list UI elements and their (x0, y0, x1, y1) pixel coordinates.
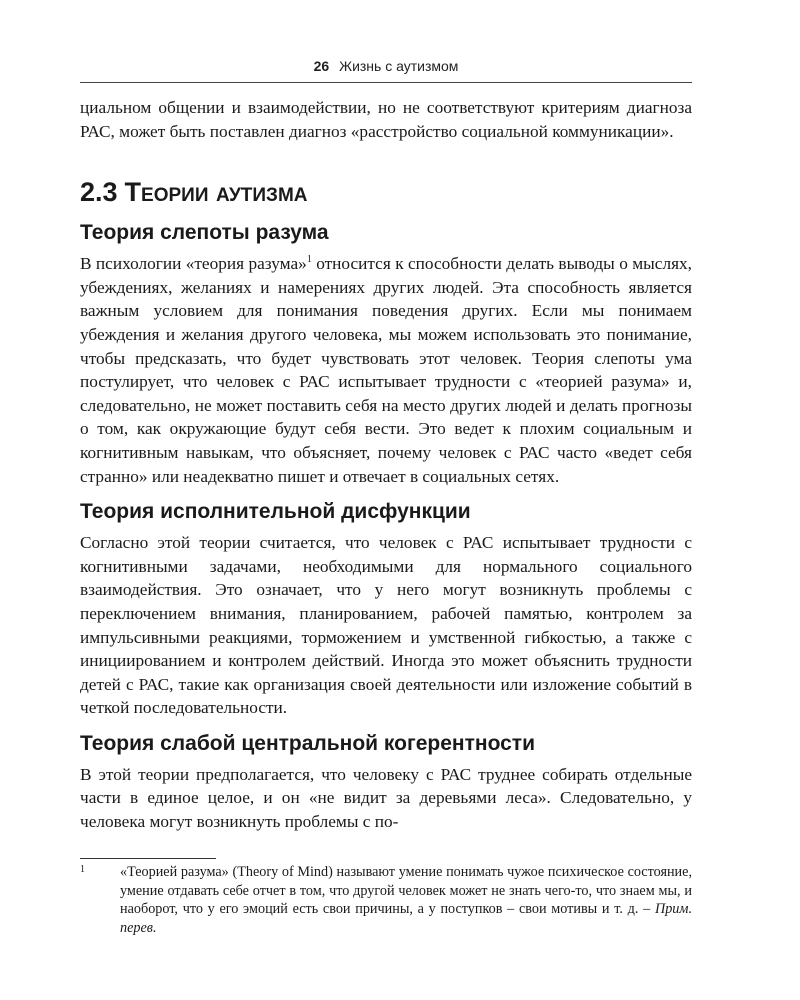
paragraph-central-coherence: В этой теории предполагается, что человеку с РАС труднее собирать отдельные части в единое целое, и он «не видит за деревьями леса». Следовательно, у человека могут возникнуть проблемы с по- (80, 764, 692, 832)
intro-paragraph: циальном общении и взаимодействии, но не соответствуют критериям диагноза РАС, может быть поставлен диагноз «расстройство социальной коммуникации». (80, 98, 692, 141)
footnote-reference[interactable]: 1 (306, 254, 312, 266)
page-body (80, 96, 692, 834)
paragraph-text-after-ref: относится к способности делать выводы о мыслях, убеждениях, желаниях и намерениях других людей. Эта способность является важным условием для понимания поведения других. Если мы понимаем убеждения и желания другого человека, мы можем использовать это понимание, чтобы предсказать, что будет чувствовать этот человек. Теория слепоты ума постулирует, что человек с РАС испытывает трудности с «теорией разума» и, следовательно, не может поставить себя на место других людей и делать прогнозы о том, как окружающие будут себя вести. Это ведет к плохим социальным и когнитивным навыкам, что объясняет, почему человек с РАС часто «ведет себя странно» или неадекватно пишет и отвечает в социальных сетях. (80, 254, 692, 486)
paragraph-executive-dysfunction: Согласно этой теории считается, что человек с РАС испытывает трудности с когнитивными задачами, необходимыми для нормального социального взаимодействия. Это означает, что у него могут возникнуть проблемы с переключением внимания, планированием, рабочей памятью, контролем за импульсивными реакциями, торможением и умственной гибкостью, а также с инициированием и контролем действий. Иногда это может объяснить трудности детей с РАС, такие как организация своей деятельности или изложение событий в четкой последовательности. (80, 533, 692, 718)
subsection-heading-mind-blindness: Теория слепоты разума (80, 221, 329, 245)
book-page (80, 0, 692, 1000)
footnote-rule (80, 858, 216, 859)
translator-note: Прим. перев. (120, 901, 692, 936)
header-rule (80, 82, 692, 83)
section-title: Теории аутизма (124, 177, 308, 208)
section-number: 2.3 (80, 177, 118, 208)
paragraph-mind-blindness (80, 252, 692, 488)
footnote-mark: 1 (80, 864, 85, 875)
footnote (80, 863, 692, 937)
page-number: 26 (313, 58, 330, 74)
section-heading (80, 175, 692, 209)
subsection-heading-executive-dysfunction: Теория исполнительной дисфункции (80, 500, 471, 524)
subsection-heading-central-coherence: Теория слабой центральной когерентности (80, 731, 535, 755)
running-head (80, 58, 692, 74)
running-head-title: Жизнь с аутизмом (339, 58, 459, 74)
footnote-body: «Теорией разума» (Theory of Mind) называют умение понимать чужое психическое состояние, умение отдавать себе отчет в том, что другой человек может не знать чего-то, что знаем мы, и наоборот, что у его эмоций есть свои причины, а у поступков – свои мотивы и т. д. – (120, 864, 692, 918)
paragraph-text-before-ref: В психологии «теория разума» (80, 254, 307, 274)
footnote-text (120, 863, 692, 937)
